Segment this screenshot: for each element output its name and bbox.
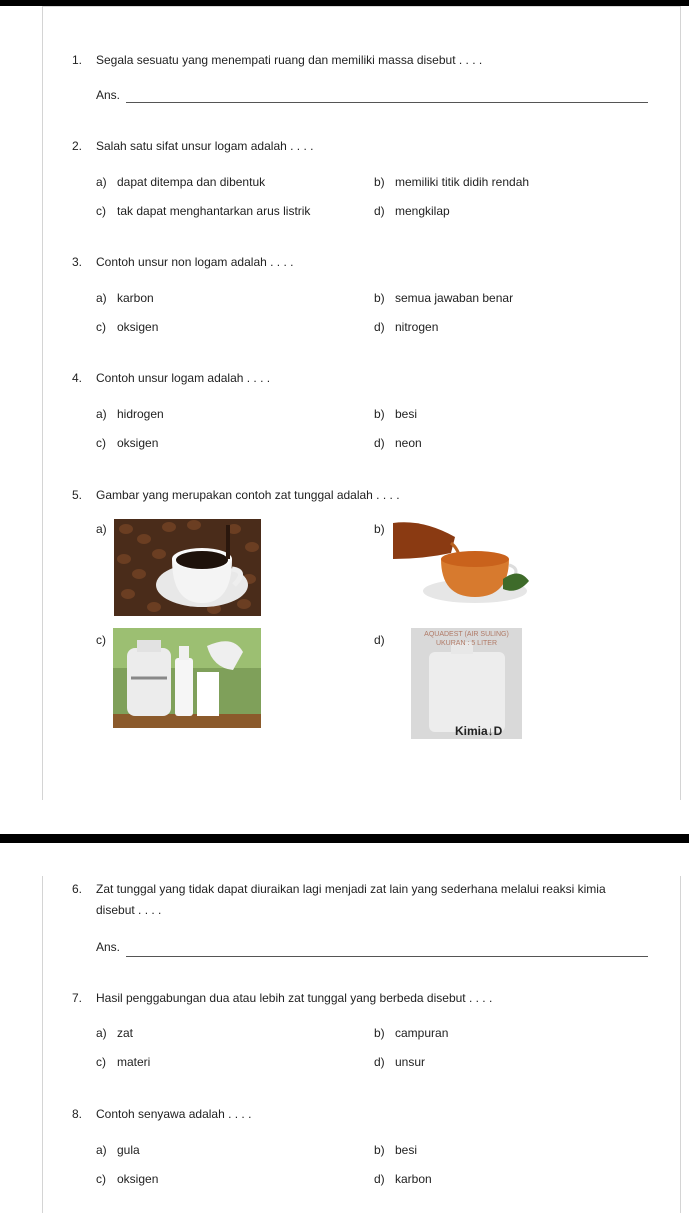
option-3b[interactable]: b) semua jawaban benar — [374, 291, 514, 305]
option-7d[interactable]: d) unsur — [374, 1055, 426, 1069]
aquadest-size-caption: UKURAN : 5 LITER — [435, 640, 498, 647]
question-7: 7. Hasil penggabungan dua atau lebih zat tunggal yang berbeda disebut . . . . — [72, 991, 493, 1005]
tea-image[interactable] — [393, 519, 530, 607]
question-4: 4. Contoh unsur logam adalah . . . . — [72, 371, 271, 385]
question-7-text: Hasil penggabungan dua atau lebih zat tunggal yang berbeda disebut . . . . — [96, 991, 493, 1005]
option-4d[interactable]: d) neon — [374, 436, 422, 450]
option-7c[interactable]: c) materi — [96, 1055, 151, 1069]
question-8-text: Contoh senyawa adalah . . . . — [96, 1107, 252, 1121]
milk-illustration — [113, 628, 261, 728]
milk-image[interactable] — [113, 628, 261, 728]
answer-label-6: Ans. — [96, 940, 121, 954]
question-3: 3. Contoh unsur non logam adalah . . . . — [72, 255, 294, 269]
option-2a[interactable]: a) dapat ditempa dan dibentuk — [96, 175, 266, 189]
question-2-text: Salah satu sifat unsur logam adalah . . . . — [96, 139, 314, 153]
coffee-beans-image[interactable] — [114, 519, 261, 616]
question-5-text: Gambar yang merupakan contoh zat tunggal adalah . . . . — [96, 488, 400, 502]
option-7a[interactable]: a) zat — [96, 1026, 134, 1040]
option-2c[interactable]: c) tak dapat menghantarkan arus listrik — [96, 204, 311, 218]
question-6-text-cont: disebut . . . . — [96, 903, 162, 917]
aquadest-caption: AQUADEST (AIR SULING) — [424, 631, 509, 638]
option-3c[interactable]: c) oksigen — [96, 320, 159, 334]
question-6-text: Zat tunggal yang tidak dapat diuraikan lagi menjadi zat lain yang sederhana melalui reaksi kimia — [96, 882, 606, 896]
option-5c-label[interactable]: c) — [96, 633, 106, 647]
option-8d[interactable]: d) karbon — [374, 1172, 432, 1186]
question-3-text: Contoh unsur non logam adalah . . . . — [96, 255, 294, 269]
tea-illustration — [393, 519, 530, 607]
option-5b-label[interactable]: b) — [374, 522, 385, 536]
option-4c[interactable]: c) oksigen — [96, 436, 159, 450]
option-5d-label[interactable]: d) — [374, 633, 385, 647]
option-4a[interactable]: a) hidrogen — [96, 407, 164, 421]
coffee-illustration — [114, 519, 261, 616]
option-8a[interactable]: a) gula — [96, 1143, 140, 1157]
option-2d[interactable]: d) mengkilap — [374, 204, 450, 218]
option-7b[interactable]: b) campuran — [374, 1026, 449, 1040]
option-3d[interactable]: d) nitrogen — [374, 320, 439, 334]
option-8c[interactable]: c) oksigen — [96, 1172, 159, 1186]
option-4b[interactable]: b) besi — [374, 407, 418, 421]
question-5: 5. Gambar yang merupakan contoh zat tunggal adalah . . . . — [72, 488, 400, 502]
option-2b[interactable]: b) memiliki titik didih rendah — [374, 175, 530, 189]
question-8: 8. Contoh senyawa adalah . . . . — [72, 1107, 252, 1121]
question-1: 1. Segala sesuatu yang menempati ruang dan memiliki massa disebut . . . . — [72, 53, 483, 67]
option-5a-label[interactable]: a) — [96, 522, 107, 536]
page-separator — [0, 834, 689, 843]
watermark: Kimia↓D — [455, 724, 503, 738]
answer-line-1[interactable] — [126, 102, 648, 103]
option-3a[interactable]: a) karbon — [96, 291, 154, 305]
question-4-text: Contoh unsur logam adalah . . . . — [96, 371, 271, 385]
question-1-text: Segala sesuatu yang menempati ruang dan memiliki massa disebut . . . . — [96, 53, 483, 67]
page-2 — [42, 876, 681, 1213]
answer-label-1: Ans. — [96, 88, 121, 102]
option-8b[interactable]: b) besi — [374, 1143, 418, 1157]
answer-line-6[interactable] — [126, 956, 648, 957]
question-2: 2. Salah satu sifat unsur logam adalah . . . . — [72, 139, 314, 153]
aquadest-image[interactable] — [411, 628, 522, 739]
question-6: 6. Zat tunggal yang tidak dapat diuraikan lagi menjadi zat lain yang sederhana melalui reaksi kimia — [72, 882, 606, 896]
